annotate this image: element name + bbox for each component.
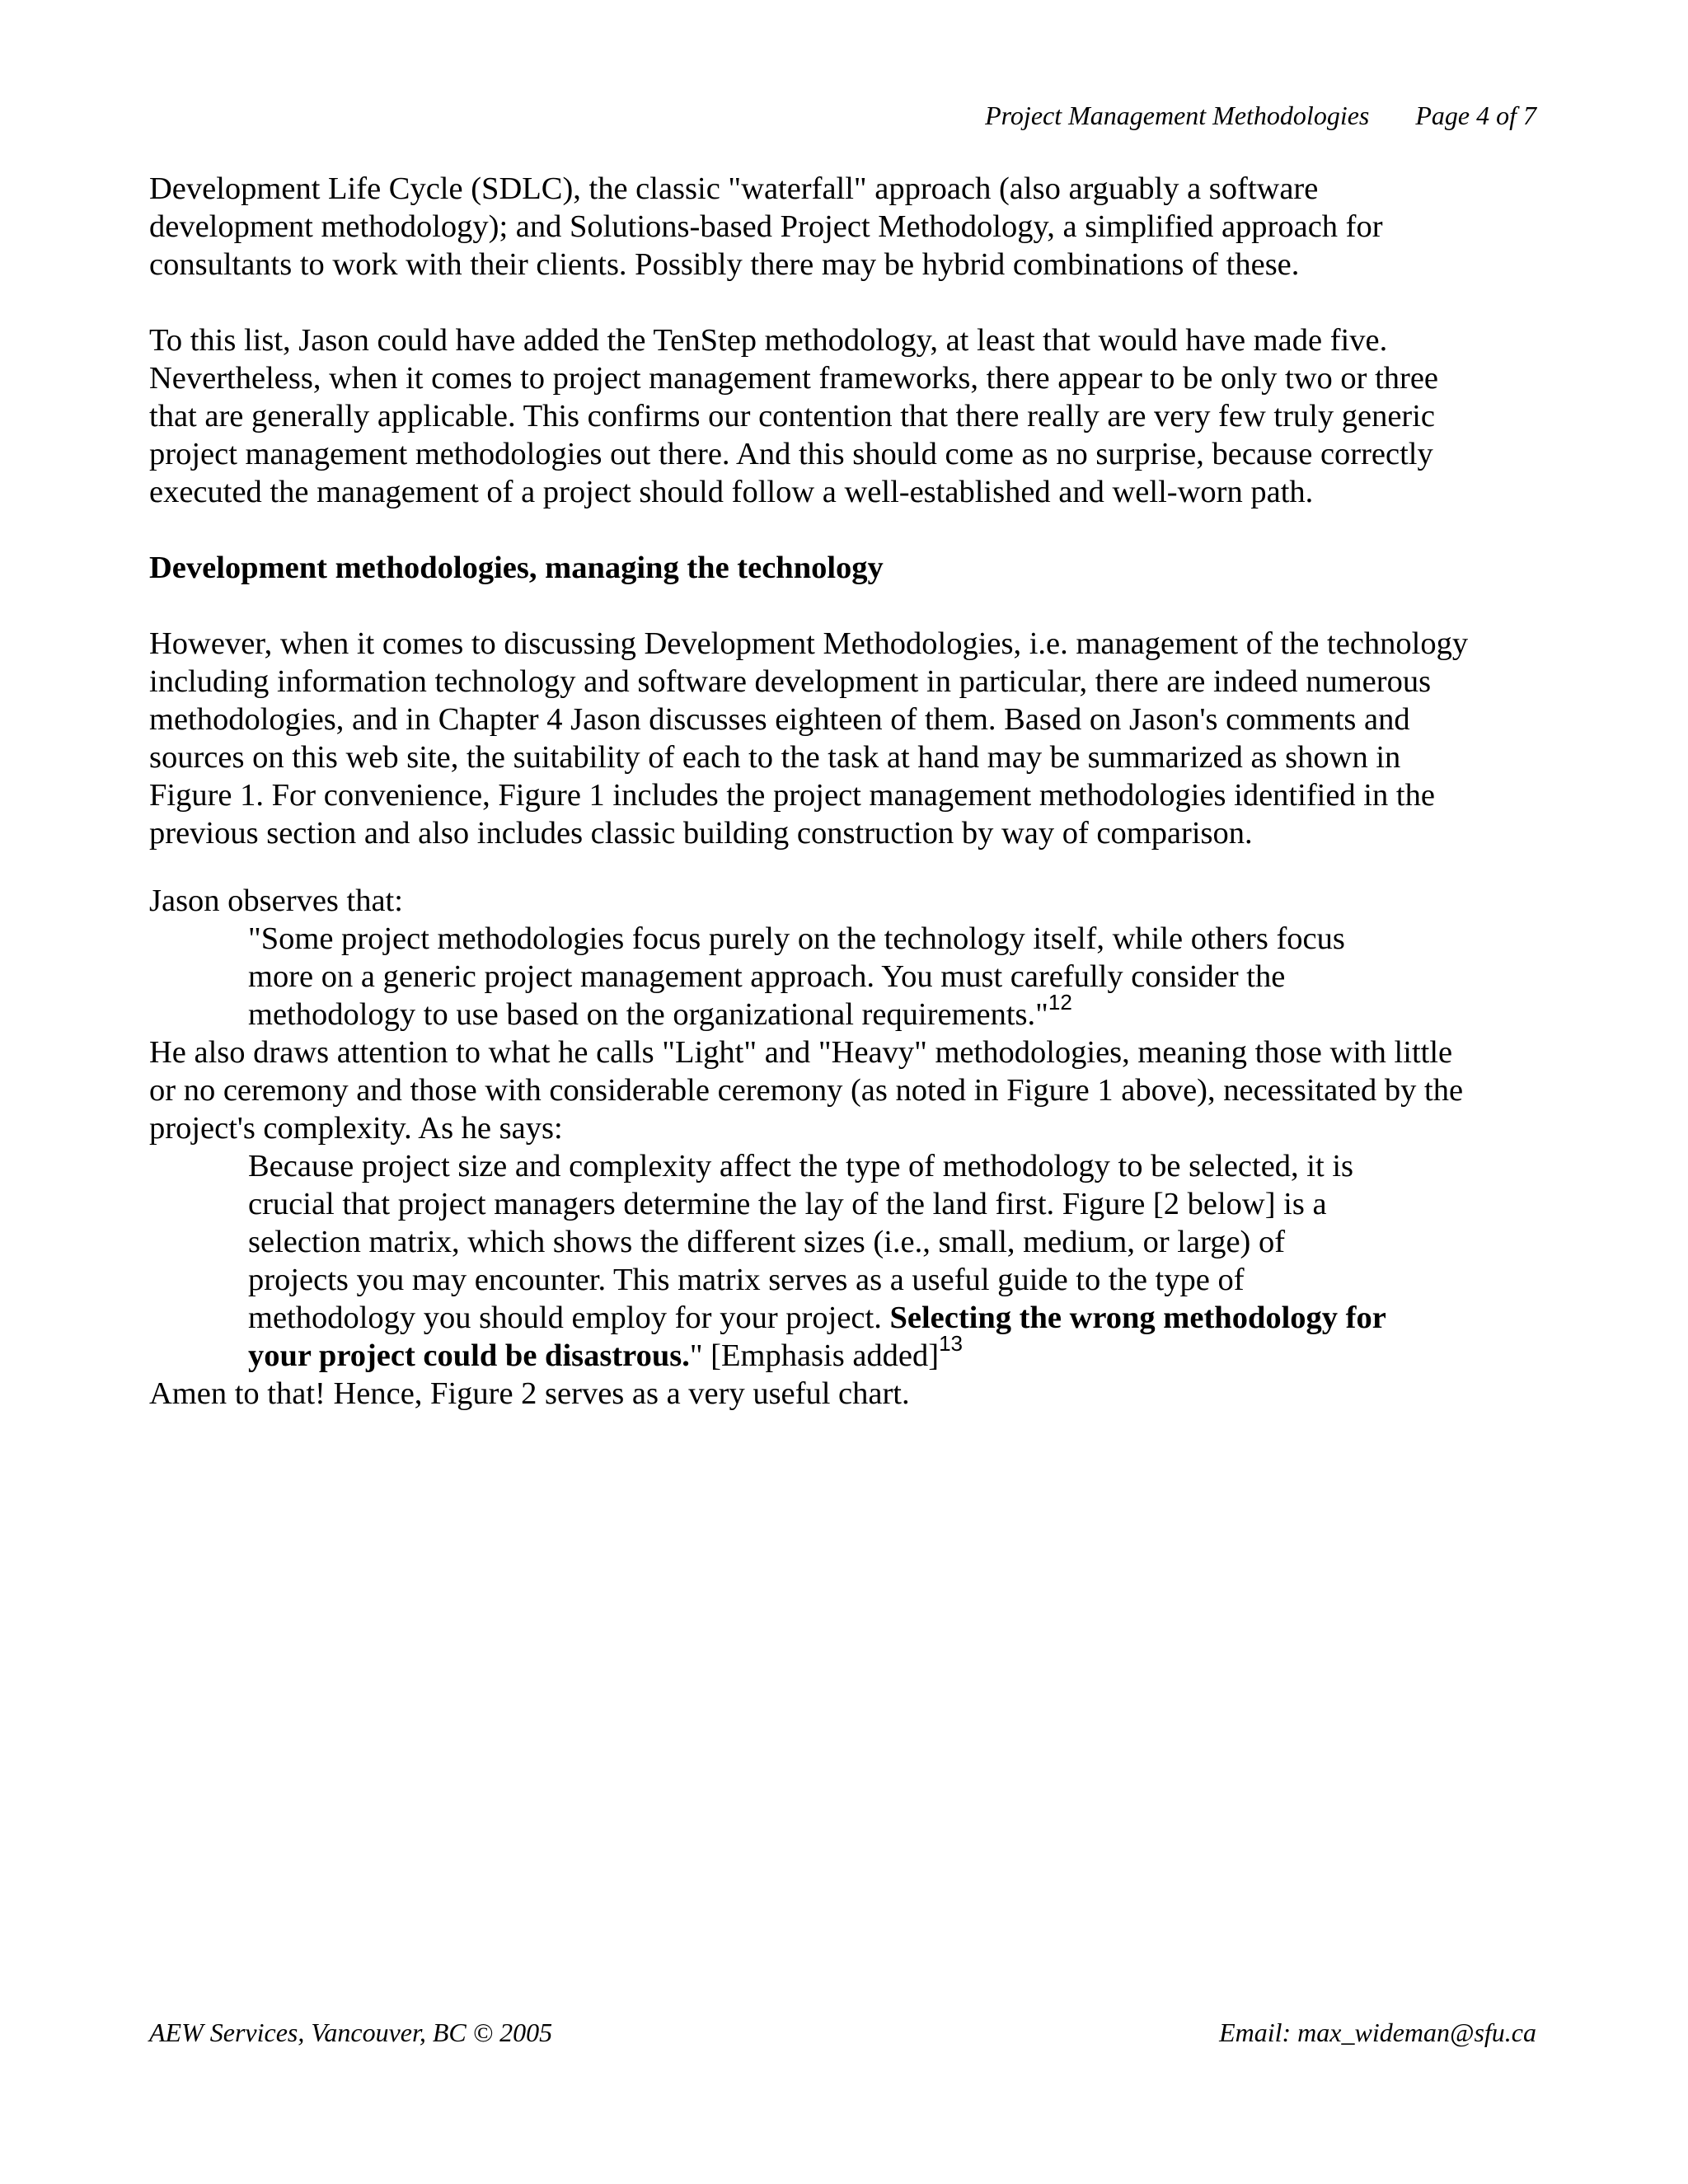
- paragraph-closing: Amen to that! Hence, Figure 2 serves as a very useful chart.: [149, 1376, 910, 1411]
- text-line: that are generally applicable. This confirms our contention that there really are very few truly generic: [149, 399, 1436, 434]
- quote-line: crucial that project managers determine the lay of the land first. Figure [2 below] is a: [248, 1187, 1327, 1221]
- document-body: [149, 170, 1550, 1413]
- footnote-marker-12: 12: [1048, 990, 1072, 1015]
- block-quote-1: [149, 920, 1550, 1033]
- footnote-marker-13: 13: [939, 1331, 964, 1357]
- paragraph-tenstep: [149, 321, 1550, 511]
- paragraph-jason-observes: Jason observes that:: [149, 883, 403, 918]
- text-line: However, when it comes to discussing Development Methodologies, i.e. management of the technology: [149, 626, 1469, 661]
- quote-line: " [Emphasis added]: [689, 1338, 940, 1373]
- text-line: project's complexity. As he says:: [149, 1111, 563, 1146]
- text-line: development methodology); and Solutions-based Project Methodology, a simplified approach for: [149, 209, 1383, 244]
- quote-line: selection matrix, which shows the different sizes (i.e., small, medium, or large) of: [248, 1225, 1286, 1259]
- text-line: To this list, Jason could have added the TenStep methodology, at least that would have made five.: [149, 323, 1388, 358]
- block-quote-2: [149, 1147, 1550, 1375]
- paragraph-light-heavy: [149, 1033, 1550, 1147]
- text-line: Nevertheless, when it comes to project management frameworks, there appear to be only two or three: [149, 361, 1439, 396]
- emphasis-text: Selecting the wrong methodology for: [889, 1301, 1386, 1335]
- quote-line: methodology you should employ for your project.: [248, 1301, 890, 1335]
- quote-line: methodology to use based on the organizational requirements.": [248, 997, 1048, 1032]
- quote-line: Because project size and complexity affect the type of methodology to be selected, it is: [248, 1149, 1353, 1183]
- footer-copyright: AEW Services, Vancouver, BC © 2005: [149, 2018, 553, 2047]
- text-line: methodologies, and in Chapter 4 Jason discusses eighteen of them. Based on Jason's comments and: [149, 702, 1410, 737]
- paragraph-sdlc: [149, 170, 1550, 284]
- quote-line: projects you may encounter. This matrix serves as a useful guide to the type of: [248, 1263, 1245, 1297]
- text-line: He also draws attention to what he calls "Light" and "Heavy" methodologies, meaning those with little: [149, 1035, 1453, 1070]
- emphasis-text: your project could be disastrous.: [248, 1338, 690, 1373]
- text-line: consultants to work with their clients. Possibly there may be hybrid combinations of these.: [149, 247, 1300, 282]
- header-document-title: Project Management Methodologies: [985, 101, 1370, 130]
- footer-email: Email: max_wideman@sfu.ca: [1219, 2018, 1536, 2047]
- text-line: or no ceremony and those with considerable ceremony (as noted in Figure 1 above), necessitated by the: [149, 1073, 1464, 1108]
- text-line: including information technology and software development in particular, there are indeed numerous: [149, 664, 1432, 699]
- paragraph-development-methodologies: [149, 625, 1550, 852]
- text-line: Figure 1. For convenience, Figure 1 includes the project management methodologies identified in the: [149, 778, 1435, 813]
- text-line: executed the management of a project should follow a well-established and well-worn path.: [149, 475, 1314, 509]
- text-line: previous section and also includes classic building construction by way of comparison.: [149, 816, 1253, 851]
- page-header: [985, 99, 1536, 132]
- quote-line: more on a generic project management approach. You must carefully consider the: [248, 959, 1286, 994]
- text-line: Development Life Cycle (SDLC), the classic "waterfall" approach (also arguably a software: [149, 171, 1319, 206]
- text-line: sources on this web site, the suitability of each to the task at hand may be summarized as shown in: [149, 740, 1401, 775]
- text-line: project management methodologies out there. And this should come as no surprise, because correctly: [149, 437, 1433, 471]
- header-page-number: Page 4 of 7: [1415, 101, 1536, 130]
- section-heading: Development methodologies, managing the technology: [149, 551, 884, 585]
- quote-line: "Some project methodologies focus purely on the technology itself, while others focus: [248, 921, 1345, 956]
